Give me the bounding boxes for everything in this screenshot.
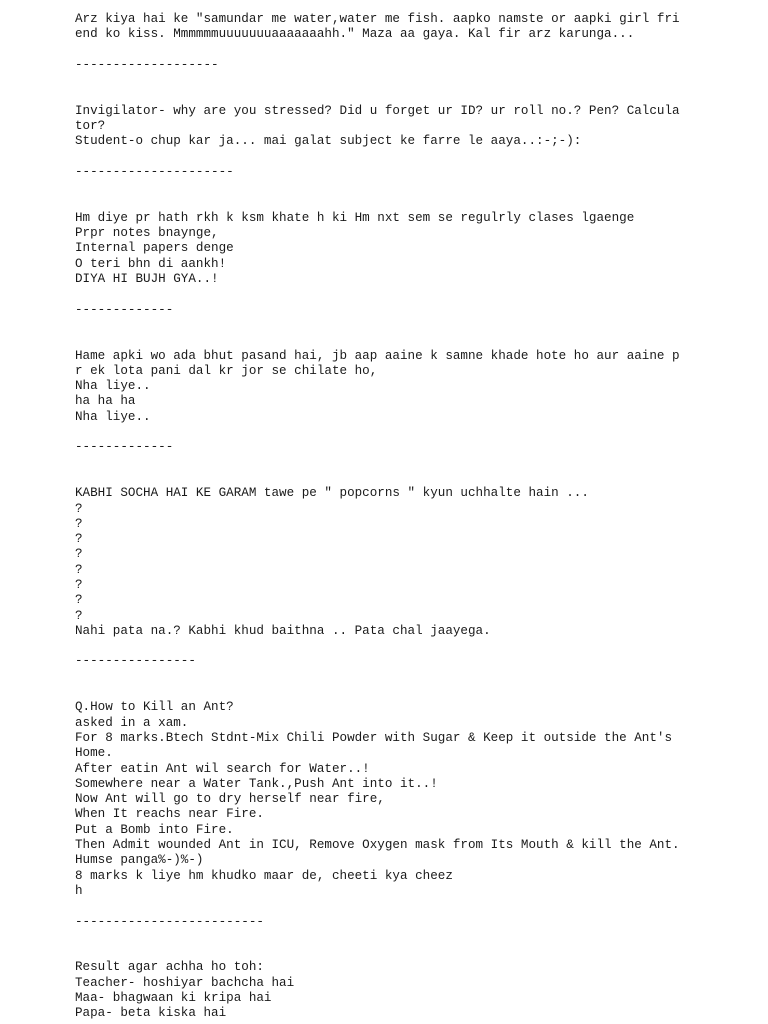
text-line: DIYA HI BUJH GYA..! — [75, 272, 219, 287]
text-line: Papa- beta kiska hai — [75, 1006, 227, 1021]
text-line: Teacher- hoshiyar bachcha hai — [75, 975, 295, 990]
text-line — [75, 196, 695, 211]
text-line: ---------------- — [75, 654, 196, 669]
text-line: Now Ant will go to dry herself near fire, — [75, 792, 385, 807]
text-line: ? — [75, 501, 83, 516]
text-line: ? — [75, 608, 83, 623]
text-line: Arz kiya hai ke "samundar me water,water me fish. aapko namste or aapki girl fri — [75, 12, 680, 26]
text-line: Prpr notes bnaynge, — [75, 226, 219, 241]
text-line: ? — [75, 516, 83, 531]
text-line: r ek lota pani dal kr jor se chilate ho, — [75, 363, 378, 378]
text-line: Hm diye pr hath rkh k ksm khate h ki Hm nxt sem se regulrly clases lgaenge — [75, 210, 635, 225]
text-line: --------------------- — [75, 164, 234, 179]
document-text — [75, 12, 695, 1022]
text-line: Put a Bomb into Fire. — [75, 822, 234, 837]
text-line: Humse panga%-)%-) — [75, 853, 204, 868]
text-line: Then Admit wounded Ant in ICU, Remove Oxygen mask from Its Mouth & kill the Ant. — [75, 838, 680, 853]
text-line — [75, 88, 695, 103]
text-line — [75, 456, 695, 471]
text-line — [75, 639, 695, 654]
text-line: Home. — [75, 746, 113, 761]
text-line: Nha liye.. — [75, 379, 151, 394]
text-line — [75, 180, 695, 195]
text-line: ------------- — [75, 302, 174, 317]
text-line — [75, 670, 695, 685]
text-line: Nahi pata na.? Kabhi khud baithna .. Pata chal jaayega. — [75, 623, 491, 638]
text-line: end ko kiss. Mmmmmmuuuuuuuaaaaaaahh." Maza aa gaya. Kal fir arz karunga... — [75, 27, 635, 42]
text-line: ha ha ha — [75, 394, 136, 409]
text-line: ------------------------- — [75, 914, 264, 929]
text-line: ? — [75, 547, 83, 562]
text-line — [75, 930, 695, 945]
text-line — [75, 899, 695, 914]
text-line — [75, 73, 695, 88]
text-line: Maa- bhagwaan ki kripa hai — [75, 991, 272, 1005]
text-line: ? — [75, 532, 83, 547]
text-line: ------------- — [75, 440, 174, 455]
text-line: Nha liye.. — [75, 409, 151, 424]
text-line: Somewhere near a Water Tank.,Push Ant into it..! — [75, 776, 438, 791]
text-line: For 8 marks.Btech Stdnt-Mix Chili Powder with Sugar & Keep it outside the Ant's — [75, 730, 673, 745]
text-line: Internal papers denge — [75, 241, 234, 256]
text-line — [75, 43, 695, 58]
text-line: ? — [75, 562, 83, 577]
text-line — [75, 471, 695, 486]
text-line: When It reachs near Fire. — [75, 807, 264, 822]
text-line — [75, 287, 695, 302]
text-line: ? — [75, 577, 83, 592]
text-line: Result agar achha ho toh: — [75, 960, 264, 975]
text-line: Student-o chup kar ja... mai galat subject ke farre le aaya..:-;-): — [75, 134, 582, 149]
text-line: tor? — [75, 119, 106, 134]
text-line: KABHI SOCHA HAI KE GARAM tawe pe " popcorns " kyun uchhalte hain ... — [75, 486, 589, 501]
text-line: Hame apki wo ada bhut pasand hai, jb aap aaine k samne khade hote ho aur aaine p — [75, 348, 680, 363]
text-line: Invigilator- why are you stressed? Did u forget ur ID? ur roll no.? Pen? Calcula — [75, 103, 680, 118]
text-line — [75, 333, 695, 348]
text-line: After eatin Ant wil search for Water..! — [75, 761, 370, 776]
text-line — [75, 318, 695, 333]
text-line: h — [75, 883, 83, 898]
text-line: ? — [75, 593, 83, 608]
text-line: asked in a xam. — [75, 715, 189, 730]
text-line — [75, 150, 695, 165]
text-line: 8 marks k liye hm khudko maar de, cheeti kya cheez — [75, 868, 453, 883]
text-line: O teri bhn di aankh! — [75, 256, 227, 271]
text-line — [75, 945, 695, 960]
text-line — [75, 685, 695, 700]
text-line — [75, 425, 695, 440]
text-line: Q.How to Kill an Ant? — [75, 700, 234, 715]
text-line: ------------------- — [75, 57, 219, 72]
